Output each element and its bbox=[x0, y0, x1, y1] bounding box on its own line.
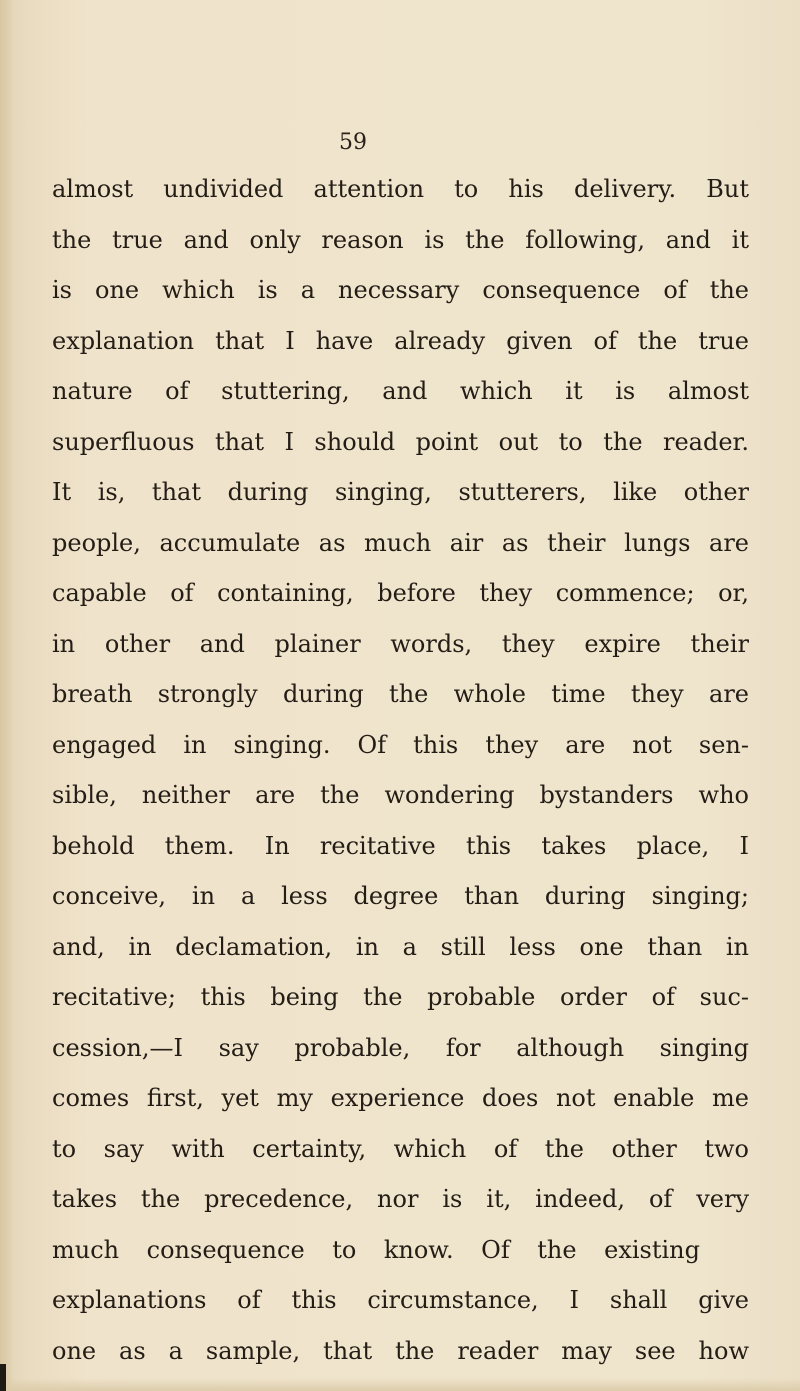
page-bottom-shadow bbox=[0, 1378, 800, 1391]
text-line-14: behold them. In recitative this takes place, I bbox=[52, 831, 749, 860]
text-line-7: It is, that during singing, stutterers, like other bbox=[52, 478, 749, 506]
text-line-16: and, in declamation, in a still less one than in bbox=[52, 932, 749, 961]
text-line-17: recitative; this being the probable order of suc- bbox=[52, 983, 749, 1011]
page-left-edge bbox=[0, 0, 14, 1391]
text-line-19: comes first, yet my experience does not enable me bbox=[52, 1084, 749, 1112]
text-line-10: in other and plainer words, they expire their bbox=[52, 629, 749, 658]
text-line-1: almost undivided attention to his delivery. But bbox=[52, 175, 749, 203]
text-line-3: is one which is a necessary consequence of the bbox=[52, 276, 749, 304]
text-line-9: capable of containing, before they commence; or, bbox=[52, 579, 749, 607]
text-line-2: the true and only reason is the following, and it bbox=[52, 225, 749, 254]
body-text bbox=[52, 164, 749, 1376]
text-line-12: engaged in singing. Of this they are not sen- bbox=[52, 730, 749, 759]
text-line-22: much consequence to know. Of the existing bbox=[52, 1235, 700, 1264]
text-line-6: superfluous that I should point out to the reader. bbox=[52, 427, 749, 456]
text-line-5: nature of stuttering, and which it is almost bbox=[52, 377, 749, 405]
text-line-21: takes the precedence, nor is it, indeed, of very bbox=[52, 1185, 749, 1213]
text-line-4: explanation that I have already given of the true bbox=[52, 326, 749, 355]
text-line-11: breath strongly during the whole time they are bbox=[52, 680, 749, 708]
page-number: 59 bbox=[339, 130, 367, 155]
text-line-13: sible, neither are the wondering bystanders who bbox=[52, 781, 749, 809]
text-line-18: cession,—I say probable, for although singing bbox=[52, 1033, 749, 1062]
text-line-24: one as a sample, that the reader may see how bbox=[52, 1336, 749, 1365]
text-line-20: to say with certainty, which of the other two bbox=[52, 1134, 749, 1163]
binding-mark bbox=[0, 1364, 6, 1391]
text-line-23: explanations of this circumstance, I shall give bbox=[52, 1286, 749, 1314]
text-line-8: people, accumulate as much air as their lungs are bbox=[52, 528, 749, 557]
text-line-15: conceive, in a less degree than during singing; bbox=[52, 882, 749, 910]
